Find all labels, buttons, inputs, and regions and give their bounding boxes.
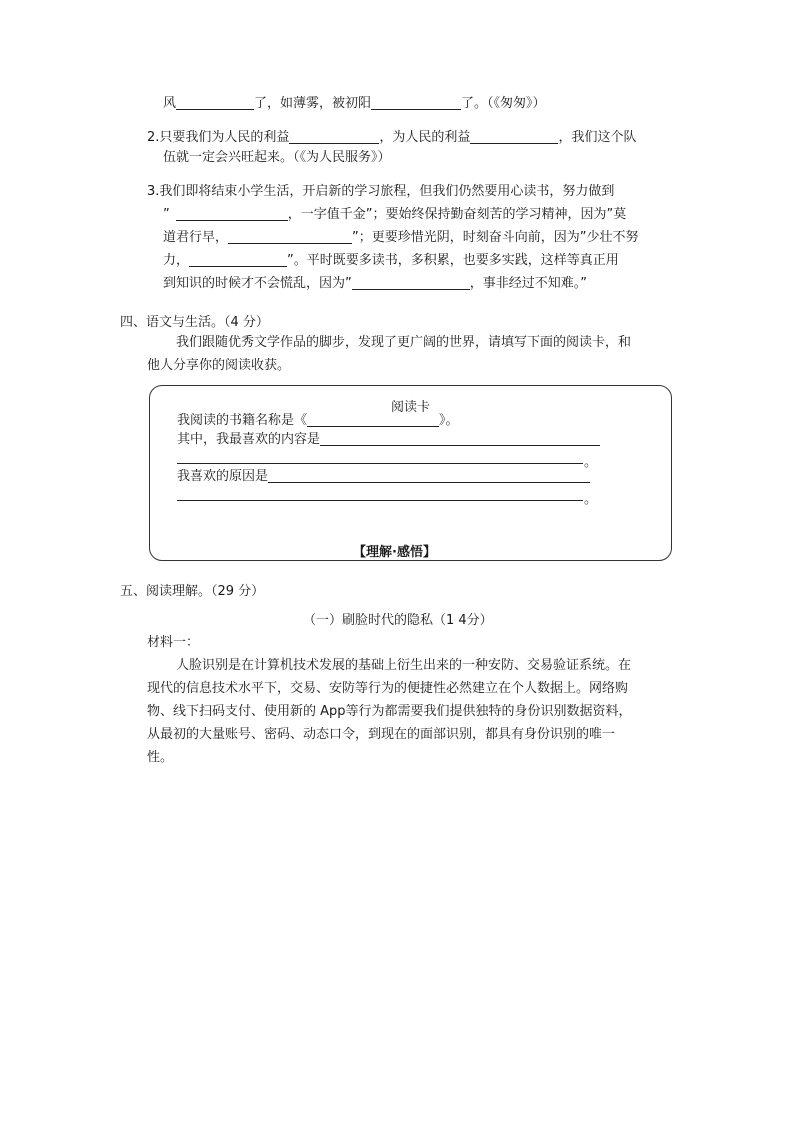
reason-field[interactable] (268, 466, 590, 483)
q1-blank-2[interactable] (371, 93, 461, 110)
q3-text-1: 我们即将结束小学生活，开启新的学习旅程，但我们仍然要用心读书，努力做到 (159, 184, 615, 199)
q1-text-a: 风 (163, 96, 177, 111)
passage-subtitle: （一）刷脸时代的隐私（1 4分） (303, 613, 493, 628)
q3-text-5b: ，事非经过不知难。” (469, 276, 587, 291)
card-period-2: 。 (584, 492, 598, 507)
section-5-heading: 五、阅读理解。（29 分） (120, 584, 265, 599)
q3-text-3a: 道君行早， (163, 230, 229, 245)
q3-text-2a: ” (163, 207, 170, 222)
passage-line-5: 性。 (147, 750, 174, 765)
book-name-field[interactable] (307, 410, 439, 427)
q2-blank-1[interactable] (289, 127, 379, 144)
q1-text-c: 了。（《匆匆》） (461, 96, 546, 111)
q3-text-5a: 到知识的时候才不会慌乱，因为” (163, 276, 352, 291)
card-footer: 【理解·感悟】 (353, 545, 436, 560)
favorite-content-field[interactable] (320, 429, 600, 446)
q3-line-1 (147, 180, 614, 204)
q1-line (163, 92, 546, 116)
q3-number: 3. (147, 184, 160, 199)
q1-blank-1[interactable] (176, 93, 254, 110)
q3-text-4b: ”。平时既要多读书，多积累，也要多实践，这样等真正用 (287, 253, 619, 268)
q3-blank-2[interactable] (228, 227, 352, 244)
card-reason-label: 我喜欢的原因是 (177, 469, 269, 484)
card-book-prefix: 我阅读的书籍名称是《 (177, 413, 308, 428)
card-book-suffix: 》。 (439, 413, 459, 428)
q3-line-5 (163, 272, 587, 296)
q2-text-b: ，为人民的利益 (379, 130, 471, 145)
q3-line-2 (163, 203, 626, 227)
q2-line-2: 伍就一定会兴旺起来。（《为人民服务》） (163, 150, 391, 165)
card-favorite-label: 其中，我最喜欢的内容是 (177, 432, 321, 447)
reason-field-line-2[interactable] (177, 500, 583, 501)
q1-text-b: 了，如薄雾，被初阳 (254, 96, 372, 111)
q3-blank-1[interactable] (176, 204, 288, 221)
q3-blank-3[interactable] (189, 250, 287, 267)
card-favorite-line (177, 428, 600, 452)
passage-line-4: 从最初的大量账号、密码、动态口令，到现在的面部识别，都具有身份识别的唯一 (147, 727, 616, 742)
q2-text-a: 只要我们为人民的利益 (159, 130, 290, 145)
reading-card-title: 阅读卡 (391, 400, 431, 415)
section-4-heading: 四、语文与生活。（4 分） (120, 315, 269, 330)
card-reason-line (177, 465, 590, 489)
q3-line-4 (163, 249, 619, 273)
q2-number: 2. (147, 130, 160, 145)
q2-blank-2[interactable] (470, 127, 558, 144)
card-period-1: 。 (584, 455, 598, 470)
q3-text-2b: ，一字值千金”；要始终保持勤奋刻苦的学习精神，因为”莫 (287, 207, 627, 222)
section-4-intro-1: 我们跟随优秀文学作品的脚步，发现了更广阔的世界，请填写下面的阅读卡，和 (176, 335, 632, 350)
passage-line-2: 现代的信息技术水平下，交易、安防等行为的便捷性必然建立在个人数据上。网络购 (147, 681, 629, 696)
q3-blank-4[interactable] (352, 273, 470, 290)
favorite-content-field-line-2[interactable] (177, 463, 583, 464)
q2-text-c: ，我们这个队 (558, 130, 637, 145)
q3-text-4a: 力， (163, 253, 190, 268)
material-label: 材料一： (147, 635, 200, 650)
passage-line-3: 物、线下扫码支付、使用新的 App等行为都需要我们提供独特的身份识别数据资料， (147, 704, 632, 719)
passage-line-1: 人脸识别是在计算机技术发展的基础上衍生出来的一种安防、交易验证系统。在 (176, 658, 632, 673)
q3-line-3 (163, 226, 639, 250)
section-4-intro-2: 他人分享你的阅读收获。 (147, 358, 291, 373)
q3-text-3b: ”；更要珍惜光阴，时刻奋斗向前，因为”少壮不努 (352, 230, 639, 245)
